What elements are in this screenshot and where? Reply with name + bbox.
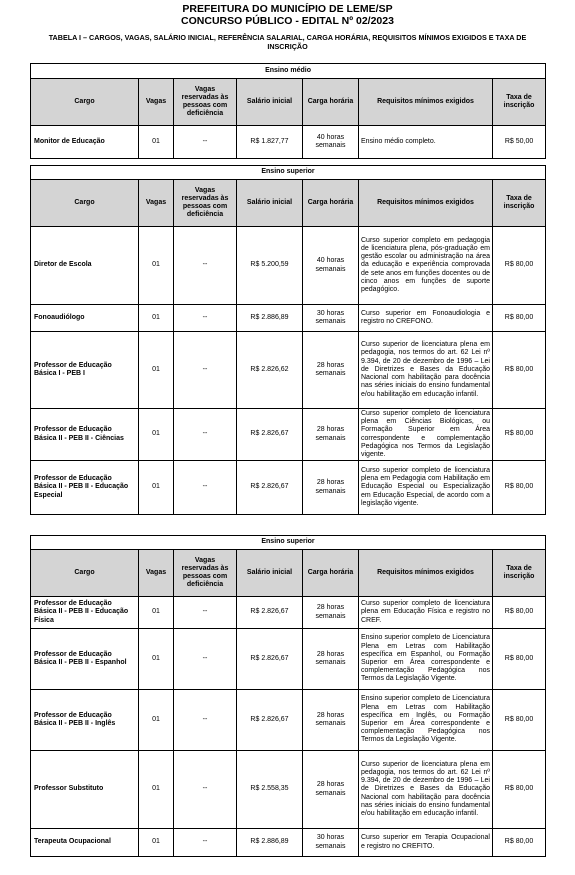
cell-vagas: 01 <box>139 690 174 751</box>
cell-salario: R$ 2.886,89 <box>237 305 303 332</box>
cell-vagas: 01 <box>139 629 174 690</box>
cell-vagas: 01 <box>139 751 174 829</box>
table-row <box>31 227 546 305</box>
cell-cargo: Professor de Educação Básica II - PEB II - Espanhol <box>31 629 139 690</box>
cell-salario: R$ 5.200,59 <box>237 227 303 305</box>
section-title: Ensino superior <box>31 536 546 550</box>
cell-salario: R$ 2.826,67 <box>237 629 303 690</box>
cell-salario: R$ 2.886,89 <box>237 829 303 857</box>
cell-salario: R$ 2.826,67 <box>237 597 303 629</box>
cell-cargo: Monitor de Educação <box>31 126 139 159</box>
cell-pcd: -- <box>174 597 237 629</box>
cell-requisitos: Curso superior de licenciatura plena em pedagogia, nos termos do art. 62 Lei nº 9.394, de 20 de dezembro de 1996 – Lei de Diretrizes e Bases da Educação Nacional com habilitação para docência nas séries iniciais do ensino fundamental e/ou habilitação em educação infantil. <box>359 332 493 409</box>
cell-vagas: 01 <box>139 126 174 159</box>
cell-salario: R$ 2.826,67 <box>237 690 303 751</box>
cell-cargo: Fonoaudiólogo <box>31 305 139 332</box>
cell-pcd: -- <box>174 126 237 159</box>
cell-carga: 28 horas semanais <box>303 629 359 690</box>
table-row <box>31 690 546 751</box>
cell-taxa: R$ 50,00 <box>493 126 546 159</box>
cell-carga: 30 horas semanais <box>303 829 359 857</box>
cell-carga: 28 horas semanais <box>303 461 359 515</box>
cell-requisitos: Curso superior completo de licenciatura plena em Educação Física e registro no CREF. <box>359 597 493 629</box>
cell-taxa: R$ 80,00 <box>493 597 546 629</box>
table-ensino-superior-1 <box>30 165 546 515</box>
cell-pcd: -- <box>174 751 237 829</box>
cell-carga: 28 horas semanais <box>303 690 359 751</box>
cell-carga: 28 horas semanais <box>303 409 359 461</box>
col-header-pcd: Vagas reservadas às pessoas com deficiência <box>174 550 237 597</box>
col-header-carga: Carga horária <box>303 550 359 597</box>
cell-taxa: R$ 80,00 <box>493 227 546 305</box>
cell-cargo: Diretor de Escola <box>31 227 139 305</box>
cell-pcd: -- <box>174 227 237 305</box>
col-header-taxa: Taxa de inscrição <box>493 550 546 597</box>
cell-cargo: Professor de Educação Básica II - PEB II - Inglês <box>31 690 139 751</box>
cell-carga: 28 horas semanais <box>303 597 359 629</box>
col-header-carga: Carga horária <box>303 180 359 227</box>
cell-requisitos: Curso superior de licenciatura plena em pedagogia, nos termos do art. 62 Lei nº 9.394, de 20 de dezembro de 1996 – Lei de Diretrizes e Bases da Educação Nacional com habilitação para docência nas séries iniciais do ensino fundamental e/ou habilitação em educação infantil. <box>359 751 493 829</box>
cell-cargo: Professor de Educação Básica II - PEB II - Educação Física <box>31 597 139 629</box>
cell-requisitos: Ensino superior completo de Licenciatura Plena em Letras com Habilitação específica em Espanhol, ou Formação Superior em Área correspondente e complementação Pedagógica nos Termos da Legislação Vigente. <box>359 629 493 690</box>
cell-taxa: R$ 80,00 <box>493 409 546 461</box>
cell-pcd: -- <box>174 461 237 515</box>
cell-cargo: Professor Substituto <box>31 751 139 829</box>
cell-vagas: 01 <box>139 305 174 332</box>
cell-salario: R$ 2.826,67 <box>237 409 303 461</box>
cell-requisitos: Curso superior completo de licenciatura plena em Ciências Biológicas, ou Formação Superior em Área correspondente e complementação Pedagógica nos Termos da Legislação vigente. <box>359 409 493 461</box>
cell-vagas: 01 <box>139 597 174 629</box>
col-header-cargo: Cargo <box>31 550 139 597</box>
col-header-requisitos: Requisitos mínimos exigidos <box>359 79 493 126</box>
cell-vagas: 01 <box>139 227 174 305</box>
section-title: Ensino médio <box>31 64 546 79</box>
col-header-carga: Carga horária <box>303 79 359 126</box>
col-header-salario: Salário inicial <box>237 180 303 227</box>
cell-pcd: -- <box>174 305 237 332</box>
cell-pcd: -- <box>174 409 237 461</box>
col-header-vagas: Vagas <box>139 550 174 597</box>
cell-vagas: 01 <box>139 332 174 409</box>
cell-pcd: -- <box>174 332 237 409</box>
cell-taxa: R$ 80,00 <box>493 461 546 515</box>
cell-carga: 40 horas semanais <box>303 227 359 305</box>
header-line-2: CONCURSO PÚBLICO - EDITAL Nº 02/2023 <box>181 15 394 27</box>
col-header-cargo: Cargo <box>31 79 139 126</box>
col-header-pcd: Vagas reservadas às pessoas com deficiência <box>174 180 237 227</box>
cell-carga: 30 horas semanais <box>303 305 359 332</box>
col-header-vagas: Vagas <box>139 180 174 227</box>
table-caption: TABELA I – CARGOS, VAGAS, SALÁRIO INICIAL, REFERÊNCIA SALARIAL, CARGA HORÁRIA, REQUISITOS MÍNIMOS EXIGIDOS E TAXA DE INSCRIÇÃO <box>48 33 527 51</box>
table-ensino-medio <box>30 63 546 159</box>
cell-carga: 40 horas semanais <box>303 126 359 159</box>
header-line-1: PREFEITURA DO MUNICÍPIO DE LEME/SP <box>182 3 393 15</box>
cell-salario: R$ 2.826,62 <box>237 332 303 409</box>
cell-salario: R$ 1.827,77 <box>237 126 303 159</box>
cell-carga: 28 horas semanais <box>303 332 359 409</box>
cell-requisitos: Curso superior em Fonoaudiologia e registro no CREFONO. <box>359 305 493 332</box>
cell-taxa: R$ 80,00 <box>493 690 546 751</box>
col-header-taxa: Taxa de inscrição <box>493 79 546 126</box>
cell-pcd: -- <box>174 829 237 857</box>
cell-pcd: -- <box>174 690 237 751</box>
cell-taxa: R$ 80,00 <box>493 305 546 332</box>
cell-taxa: R$ 80,00 <box>493 751 546 829</box>
table-row <box>31 126 546 159</box>
table-row <box>31 597 546 629</box>
col-header-cargo: Cargo <box>31 180 139 227</box>
cell-taxa: R$ 80,00 <box>493 629 546 690</box>
cell-requisitos: Ensino superior completo de Licenciatura Plena em Letras com Habilitação específica em Inglês, ou Formação Superior em Área correspondente e complementação Pedagógica nos Termos da Legislação Vigente. <box>359 690 493 751</box>
cell-requisitos: Curso superior completo em pedagogia de licenciatura plena, pós-graduação em gestão escolar ou administração na área da educação e experiência comprovada de sete anos em funções docentes ou de cinco anos em funções de suporte pedagógico. <box>359 227 493 305</box>
col-header-taxa: Taxa de inscrição <box>493 180 546 227</box>
table-row <box>31 409 546 461</box>
cell-taxa: R$ 80,00 <box>493 332 546 409</box>
table-ensino-superior-2 <box>30 535 546 857</box>
col-header-salario: Salário inicial <box>237 550 303 597</box>
table-row <box>31 461 546 515</box>
cell-carga: 28 horas semanais <box>303 751 359 829</box>
col-header-requisitos: Requisitos mínimos exigidos <box>359 180 493 227</box>
cell-salario: R$ 2.826,67 <box>237 461 303 515</box>
cell-pcd: -- <box>174 629 237 690</box>
col-header-salario: Salário inicial <box>237 79 303 126</box>
table-row <box>31 751 546 829</box>
cell-cargo: Professor de Educação Básica I - PEB I <box>31 332 139 409</box>
cell-cargo: Terapeuta Ocupacional <box>31 829 139 857</box>
table-row <box>31 305 546 332</box>
cell-vagas: 01 <box>139 409 174 461</box>
cell-requisitos: Curso superior em Terapia Ocupacional e registro no CREFITO. <box>359 829 493 857</box>
cell-taxa: R$ 80,00 <box>493 829 546 857</box>
table-row <box>31 629 546 690</box>
document-header <box>0 0 575 27</box>
table-row <box>31 332 546 409</box>
table-row <box>31 829 546 857</box>
cell-vagas: 01 <box>139 461 174 515</box>
col-header-pcd: Vagas reservadas às pessoas com deficiência <box>174 79 237 126</box>
cell-requisitos: Ensino médio completo. <box>359 126 493 159</box>
section-title: Ensino superior <box>31 166 546 180</box>
col-header-requisitos: Requisitos mínimos exigidos <box>359 550 493 597</box>
cell-cargo: Professor de Educação Básica II - PEB II - Ciências <box>31 409 139 461</box>
cell-cargo: Professor de Educação Básica II - PEB II - Educação Especial <box>31 461 139 515</box>
cell-vagas: 01 <box>139 829 174 857</box>
cell-requisitos: Curso superior completo de licenciatura plena em Pedagogia com Habilitação em Educação Especial ou Especialização em Educação Especial, de acordo com a legislação vigente. <box>359 461 493 515</box>
col-header-vagas: Vagas <box>139 79 174 126</box>
cell-salario: R$ 2.558,35 <box>237 751 303 829</box>
